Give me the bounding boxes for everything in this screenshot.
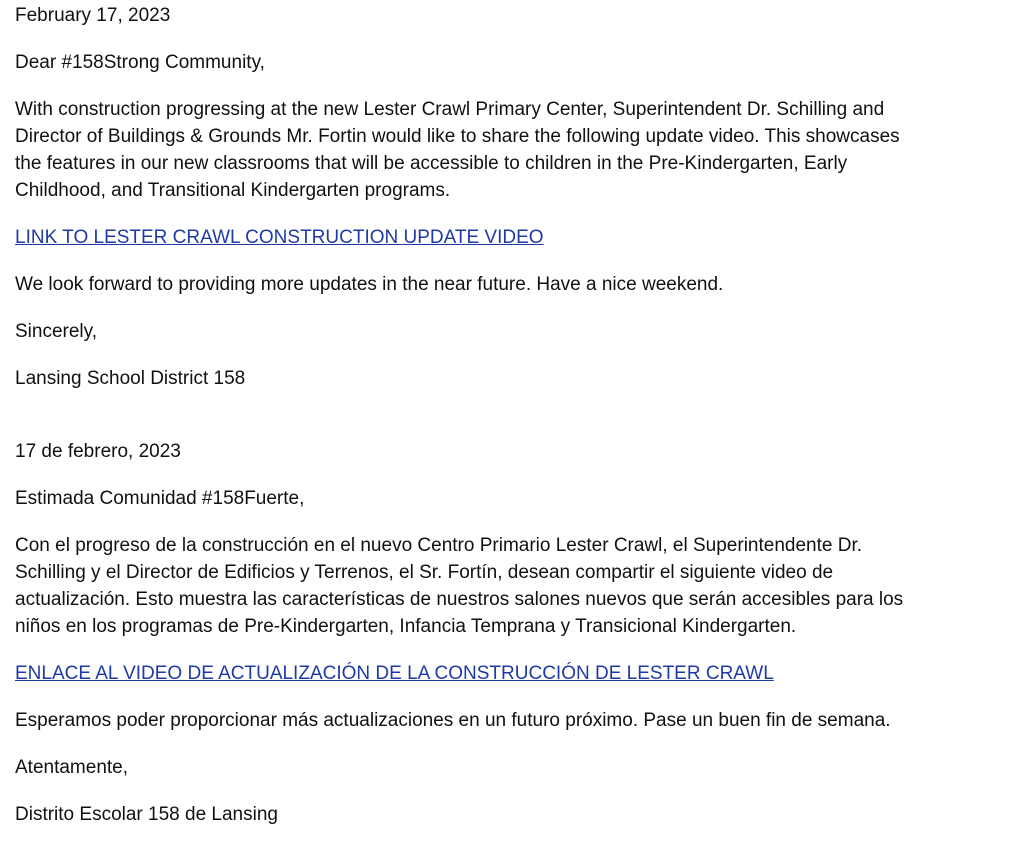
spanish-body-line: actualización. Esto muestra las características de nuestros salones nuevos que serán accesibles para los bbox=[15, 589, 904, 610]
spanish-signature: Distrito Escolar 158 de Lansing bbox=[15, 804, 278, 825]
spanish-date: 17 de febrero, 2023 bbox=[15, 441, 181, 462]
english-video-link[interactable]: LINK TO LESTER CRAWL CONSTRUCTION UPDATE VIDEO bbox=[15, 227, 544, 248]
english-sign-off: Sincerely, bbox=[15, 321, 98, 342]
spanish-body-line: Con el progreso de la construcción en el nuevo Centro Primario Lester Crawl, el Superintendente Dr. bbox=[15, 535, 863, 556]
english-greeting: Dear #158Strong Community, bbox=[15, 52, 265, 73]
english-date: February 17, 2023 bbox=[15, 5, 171, 26]
spanish-greeting: Estimada Comunidad #158Fuerte, bbox=[15, 488, 305, 509]
english-signature: Lansing School District 158 bbox=[15, 368, 246, 389]
spanish-body-line: Schilling y el Director de Edificios y Terrenos, el Sr. Fortín, desean compartir el siguiente video de bbox=[15, 562, 834, 583]
spanish-closing-note: Esperamos poder proporcionar más actualizaciones en un futuro próximo. Pase un buen fin de semana. bbox=[15, 710, 891, 731]
english-body-line: With construction progressing at the new Lester Crawl Primary Center, Superintendent Dr. Schilling and bbox=[15, 99, 885, 120]
english-body-line: Director of Buildings & Grounds Mr. Fortin would like to share the following update video. This showcases bbox=[15, 126, 900, 147]
english-body-paragraph bbox=[15, 96, 1005, 204]
english-body-line: the features in our new classrooms that will be accessible to children in the Pre-Kindergarten, Early bbox=[15, 153, 848, 174]
spanish-sign-off: Atentamente, bbox=[15, 757, 129, 778]
english-body-line: Childhood, and Transitional Kindergarten programs. bbox=[15, 180, 451, 201]
spanish-video-link[interactable]: ENLACE AL VIDEO DE ACTUALIZACIÓN DE LA CONSTRUCCIÓN DE LESTER CRAWL bbox=[15, 663, 774, 684]
spanish-body-paragraph bbox=[15, 532, 1005, 640]
english-closing-note: We look forward to providing more updates in the near future. Have a nice weekend. bbox=[15, 274, 724, 295]
spanish-body-line: niños en los programas de Pre-Kindergarten, Infancia Temprana y Transicional Kindergarten. bbox=[15, 616, 797, 637]
